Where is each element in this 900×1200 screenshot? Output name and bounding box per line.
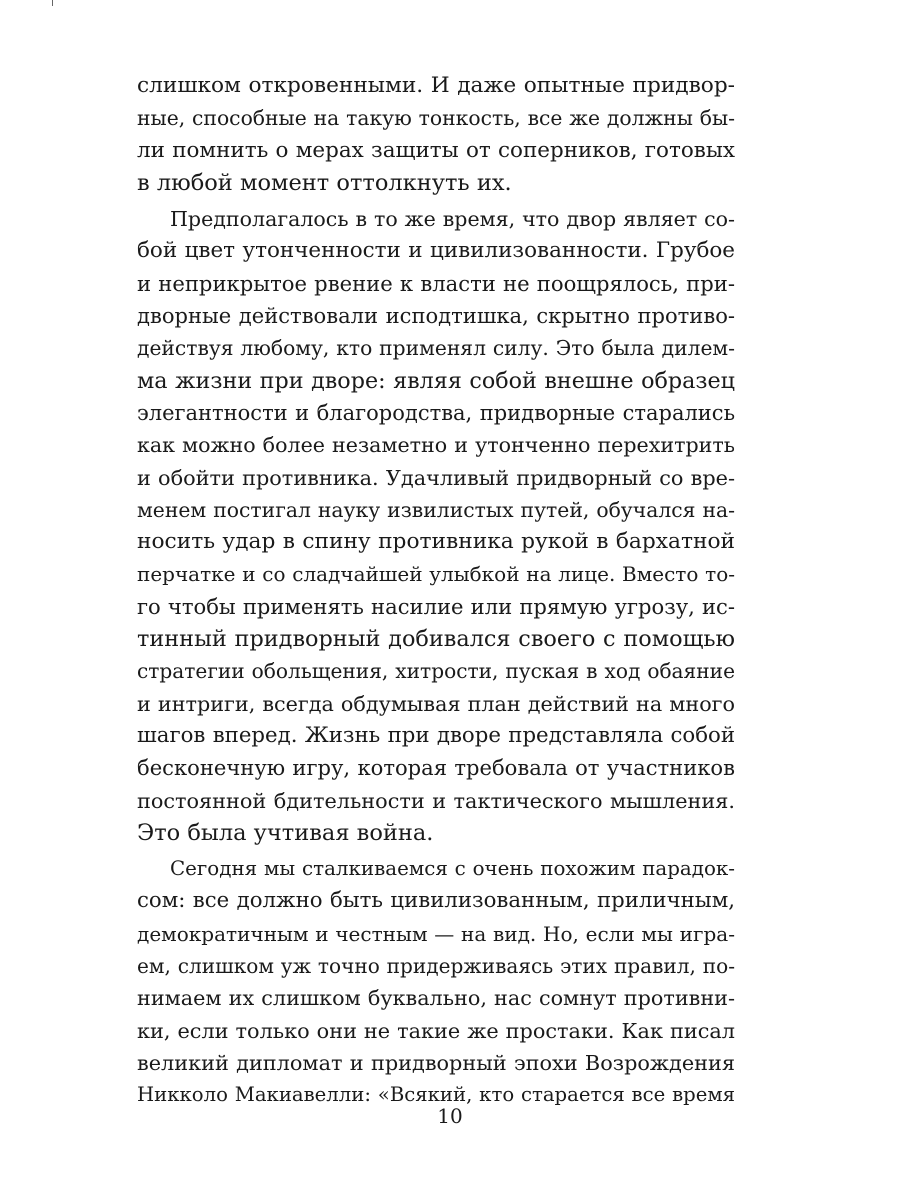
text-line: носить удар в спину противника рукой в бархатной [137,529,735,555]
page-number: 10 [437,1104,463,1128]
text-line: постоянной бдительности и тактического мышления. [137,788,735,813]
text-line: демократичным и честным — на вид. Но, если мы игра- [137,921,735,946]
text-line: ли помнить о мерах защиты от соперников, готовых [137,137,735,163]
text-line: и неприкрытое рвение к власти не поощрялось, при- [137,270,735,296]
text-line: шагов вперед. Жизнь при дворе представляла собой [137,722,735,748]
text-line: слишком откровенными. И даже опытные придвор- [137,73,735,98]
text-line: великий дипломат и придворный эпохи Возрождения [137,1050,735,1075]
text-line: нимаем их слишком буквально, нас сомнут противни- [137,986,735,1011]
crop-mark [52,0,53,6]
text-line: сом: все должно быть цивилизованным, приличным, [137,888,735,914]
text-line: ма жизни при дворе: являя собой внешне образец [137,367,735,394]
text-line: ем, слишком уж точно придерживаясь этих правил, по- [137,954,735,979]
text-line: бесконечную игру, которая требовала от участников [137,755,735,781]
text-line: Никколо Макиавелли: «Всякий, кто старается все время [137,1083,735,1107]
text-line: перчатке и со сладчайшей улыбкой на лице. Вместо то- [137,562,735,587]
text-line: Это была учтивая война. [137,819,434,846]
text-line: менем постигал науку извилистых путей, обучался на- [137,497,735,522]
text-line: и интриги, всегда обдумывая план действий на много [137,691,735,716]
text-line: элегантности и благородства, придворные старались [137,400,735,425]
text-line: и обойти противника. Удачливый придворный со вре- [137,465,735,490]
text-line: ные, способные на такую тонкость, все же должны бы- [137,106,735,131]
text-line: ки, если только они не такие же простаки. Как писал [137,1018,735,1043]
body-text [137,70,735,1112]
text-line: стратегии обольщения, хитрости, пуская в ход обаяние [137,659,735,684]
text-line: как можно более незаметно и утонченно перехитрить [137,433,735,458]
text-line: дворные действовали исподтишка, скрытно противо- [137,303,735,329]
text-line: го чтобы применять насилие или прямую угрозу, ис- [137,593,735,619]
text-line: в любой момент оттолкнуть их. [137,169,512,196]
text-line: действуя любому, кто применял силу. Это была дилем- [137,336,735,361]
text-line: Предполагалось в то же время, что двор являет со- [170,207,735,232]
text-line: тинный придворный добивался своего с помощью [137,626,735,653]
text-line: бой цвет утонченности и цивилизованности. Грубое [137,238,735,264]
text-line: Сегодня мы сталкиваемся с очень похожим парадок- [170,857,735,881]
